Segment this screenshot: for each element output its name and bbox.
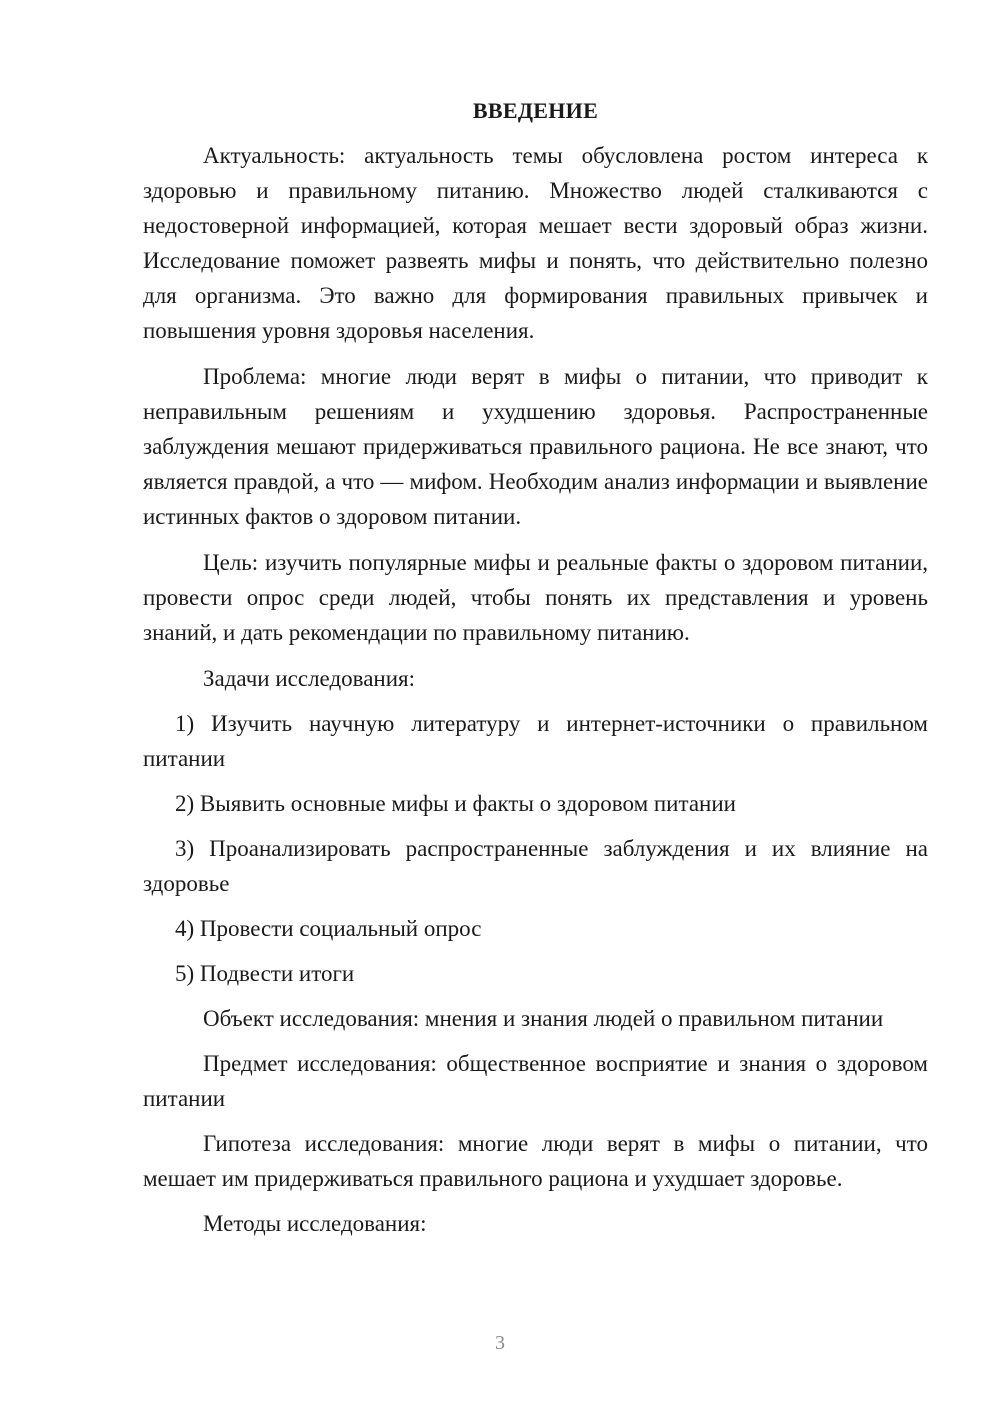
- paragraph-subject: Предмет исследования: общественное восприятие и знания о здоровом питании: [143, 1051, 928, 1111]
- page-content: [143, 96, 928, 1241]
- task-item-2: 2) Выявить основные мифы и факты о здоровом питании: [175, 791, 736, 816]
- tasks-heading: Задачи исследования:: [203, 666, 416, 691]
- task-item-4: 4) Провести социальный опрос: [175, 916, 482, 941]
- paragraph-goal: Цель: изучить популярные мифы и реальные факты о здоровом питании, провести опрос среди людей, чтобы понять их представления и уровень знаний, и дать рекомендации по правильному питанию.: [143, 550, 928, 645]
- task-item-3: 3) Проанализировать распространенные заблуждения и их влияние на здоровье: [143, 836, 928, 896]
- page-title: ВВЕДЕНИЕ: [472, 98, 599, 123]
- paragraph-relevance: Актуальность: актуальность темы обусловлена ростом интереса к здоровью и правильному питанию. Множество людей сталкиваются с недостоверной информацией, которая мешает вести здоровый образ жизни. Исследование поможет развеять мифы и понять, что действительно полезно для организма. Это важно для формирования правильных привычек и повышения уровня здоровья населения.: [143, 143, 928, 343]
- task-item-1: 1) Изучить научную литературу и интернет-источники о правильном питании: [143, 711, 928, 771]
- paragraph-hypothesis: Гипотеза исследования: многие люди верят в мифы о питании, что мешает им придерживаться правильного рациона и ухудшает здоровье.: [143, 1131, 928, 1191]
- paragraph-problem: Проблема: многие люди верят в мифы о питании, что приводит к неправильным решениям и ухудшению здоровья. Распространенные заблуждения мешают придерживаться правильного рациона. Не все знают, что является правдой, а что — мифом. Необходим анализ информации и выявление истинных фактов о здоровом питании.: [143, 364, 928, 529]
- methods-heading: Методы исследования:: [203, 1211, 427, 1236]
- page-number: 3: [495, 1332, 505, 1354]
- paragraph-object: Объект исследования: мнения и знания людей о правильном питании: [203, 1006, 884, 1031]
- task-item-5: 5) Подвести итоги: [175, 961, 355, 986]
